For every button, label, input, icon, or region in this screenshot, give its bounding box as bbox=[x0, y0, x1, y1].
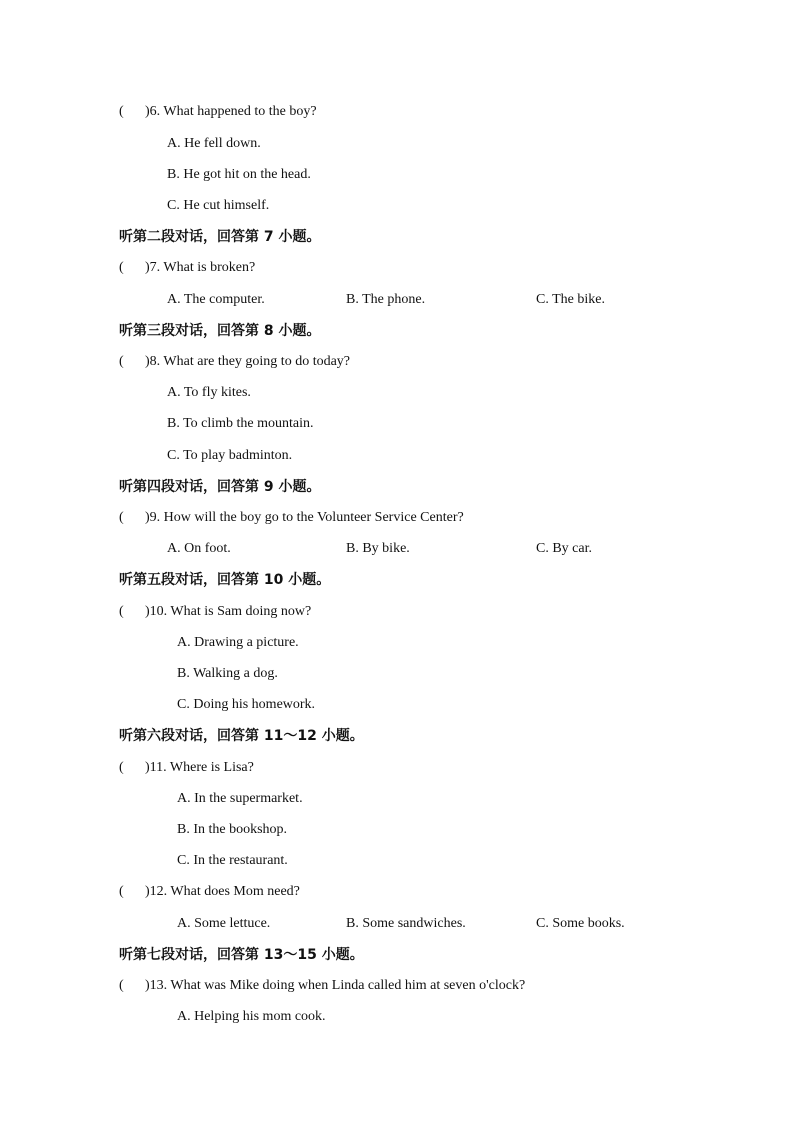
option-a: A. On foot. bbox=[167, 541, 231, 556]
section-heading-7: 听第七段对话，回答第 13～15 小题。 bbox=[119, 947, 364, 963]
question-text: )7. What is broken? bbox=[145, 260, 256, 275]
option-c: C. The bike. bbox=[536, 292, 605, 307]
question-text: )13. What was Mike doing when Linda called him at seven o'clock? bbox=[145, 978, 526, 993]
option-b: B. In the bookshop. bbox=[177, 822, 288, 837]
question-7 bbox=[119, 259, 255, 277]
section-heading-2: 听第二段对话，回答第 7 小题。 bbox=[119, 229, 321, 245]
question-text: )9. How will the boy go to the Volunteer Service Center? bbox=[145, 510, 464, 525]
answer-blank: ( bbox=[119, 510, 124, 525]
option-c: C. Some books. bbox=[536, 916, 625, 931]
option-a: A. Some lettuce. bbox=[177, 916, 271, 931]
option-b: B. Walking a dog. bbox=[177, 666, 278, 681]
option-a: A. Drawing a picture. bbox=[177, 635, 299, 650]
option-a: A. He fell down. bbox=[167, 136, 261, 151]
answer-blank: ( bbox=[119, 884, 124, 899]
answer-blank: ( bbox=[119, 260, 124, 275]
question-13 bbox=[119, 977, 525, 995]
option-c: C. Doing his homework. bbox=[177, 697, 316, 712]
section-heading-3: 听第三段对话，回答第 8 小题。 bbox=[119, 323, 321, 339]
answer-blank: ( bbox=[119, 104, 124, 119]
question-text: )10. What is Sam doing now? bbox=[145, 604, 312, 619]
question-text: )12. What does Mom need? bbox=[145, 884, 300, 899]
answer-blank: ( bbox=[119, 978, 124, 993]
option-b: B. By bike. bbox=[346, 541, 410, 556]
question-10 bbox=[119, 603, 311, 621]
question-11 bbox=[119, 759, 254, 777]
section-heading-5: 听第五段对话，回答第 10 小题。 bbox=[119, 572, 331, 588]
answer-blank: ( bbox=[119, 354, 124, 369]
question-9 bbox=[119, 509, 464, 527]
question-text: )11. Where is Lisa? bbox=[145, 760, 254, 775]
question-12 bbox=[119, 883, 300, 901]
question-6 bbox=[119, 103, 317, 121]
option-a: A. In the supermarket. bbox=[177, 791, 303, 806]
answer-blank: ( bbox=[119, 760, 124, 775]
answer-blank: ( bbox=[119, 604, 124, 619]
option-b: B. Some sandwiches. bbox=[346, 916, 466, 931]
section-heading-4: 听第四段对话，回答第 9 小题。 bbox=[119, 479, 321, 495]
option-c: C. By car. bbox=[536, 541, 592, 556]
option-c: C. To play badminton. bbox=[167, 448, 293, 463]
option-c: C. In the restaurant. bbox=[177, 853, 288, 868]
option-b: B. To climb the mountain. bbox=[167, 416, 314, 431]
option-b: B. He got hit on the head. bbox=[167, 167, 311, 182]
question-text: )6. What happened to the boy? bbox=[145, 104, 317, 119]
section-heading-6: 听第六段对话，回答第 11～12 小题。 bbox=[119, 728, 364, 744]
option-c: C. He cut himself. bbox=[167, 198, 270, 213]
option-a: A. The computer. bbox=[167, 292, 265, 307]
option-a: A. To fly kites. bbox=[167, 385, 251, 400]
option-b: B. The phone. bbox=[346, 292, 426, 307]
question-8 bbox=[119, 353, 350, 371]
option-a: A. Helping his mom cook. bbox=[177, 1009, 326, 1024]
question-text: )8. What are they going to do today? bbox=[145, 354, 351, 369]
